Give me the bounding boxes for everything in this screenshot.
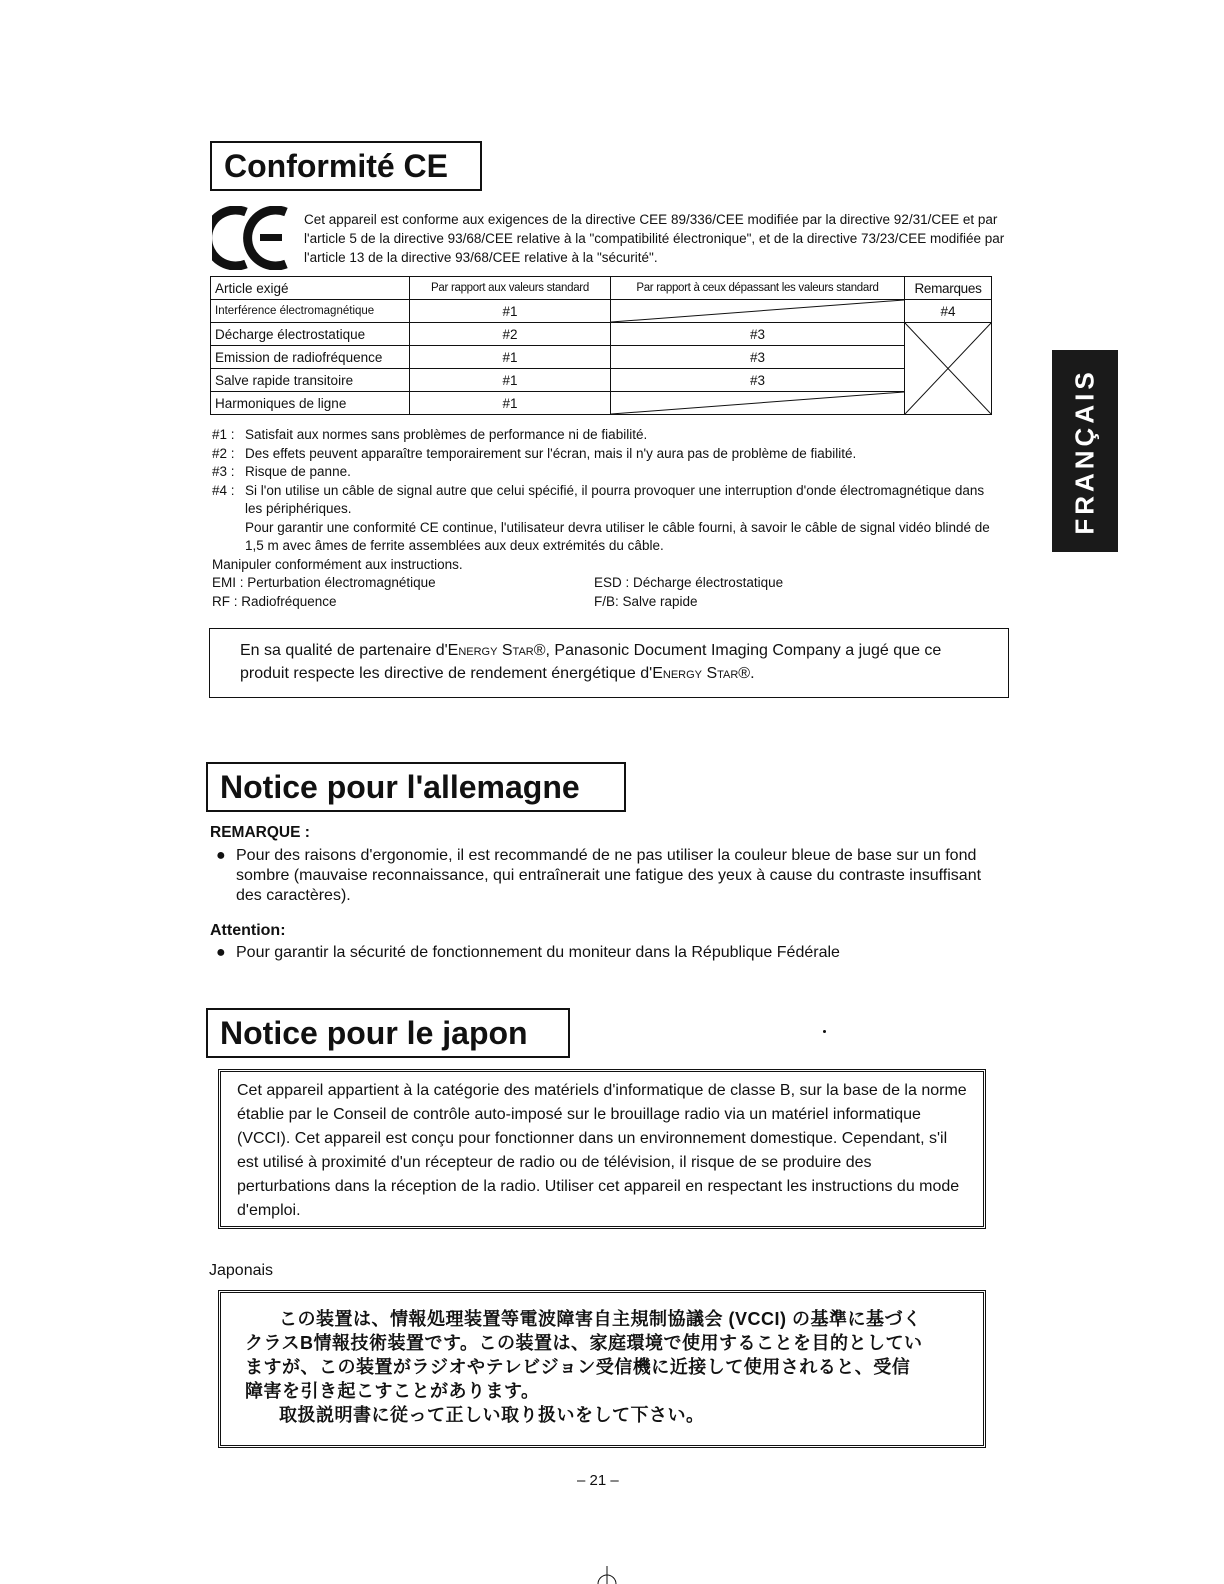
table-cell: #1 xyxy=(410,300,611,323)
vcci-japanese-box xyxy=(218,1290,986,1448)
table-cell-empty xyxy=(611,392,905,415)
table-cell: #3 xyxy=(611,369,905,392)
energy-star-brand: Energy Star xyxy=(652,665,739,682)
note-item xyxy=(212,482,1002,519)
table-header-row xyxy=(211,277,992,300)
note-item xyxy=(212,426,1002,445)
remark-text: Pour des raisons d'ergonomie, il est recommandé de ne pas utiliser la couleur bleue de base sur un fond sombre (mauvaise reconnaissance, qui entraînerait une fatigue des yeux à cause du contraste insuffisant des caractères). xyxy=(236,847,982,904)
ce-notes xyxy=(212,426,1002,611)
note-key: #3 : xyxy=(212,464,235,479)
note-text: Satisfait aux normes sans problèmes de performance ni de fiabilité. xyxy=(245,427,648,442)
registration-mark-icon xyxy=(596,1566,618,1584)
section-title-japon: Notice pour le japon xyxy=(206,1008,570,1058)
vcci-japanese-line: 障害を引き起こすことがあります。 xyxy=(245,1381,540,1401)
abbr-row xyxy=(212,574,1002,593)
vcci-japanese-line: ますが、この装置がラジオやテレビジョン受信機に近接して使用されると、受信 xyxy=(245,1357,911,1377)
note-key: #2 : xyxy=(212,445,235,461)
table-cell: Décharge électrostatique xyxy=(211,323,410,346)
table-cell: #1 xyxy=(410,346,611,369)
manipulate-text: Manipuler conformément aux instructions. xyxy=(212,556,463,572)
table-cell: #3 xyxy=(611,346,905,369)
remark-bullet xyxy=(216,846,1006,906)
abbr-emi: EMI : Perturbation électromagnétique xyxy=(212,575,436,590)
table-header: Article exigé xyxy=(211,277,410,300)
stray-dot xyxy=(823,1030,826,1033)
bullet-icon: ● xyxy=(216,944,226,961)
table-cell: Emission de radiofréquence xyxy=(211,346,410,369)
ce-intro-text: Cet appareil est conforme aux exigences de la directive CEE 89/336/CEE modifiée par la directive 92/31/CEE et par l'article 5 de la directive 93/68/CEE relative à la "compatibilité électronique", et de la directive 73/23/CEE modifiée par l'article 13 de la directive 93/68/CEE relative à la "sécurité". xyxy=(304,212,1005,265)
note-item xyxy=(212,445,1002,464)
attention-bullet xyxy=(216,943,1006,963)
energy-star-box xyxy=(209,628,1009,698)
table-cell: #2 xyxy=(410,323,611,346)
attention-text: Pour garantir la sécurité de fonctionnement du moniteur dans la République Fédérale xyxy=(236,944,840,961)
section-title-allemagne: Notice pour l'allemagne xyxy=(206,762,626,812)
energy-text: ®. xyxy=(738,665,755,682)
japonais-label: Japonais xyxy=(209,1262,274,1279)
table-cell: #1 xyxy=(410,392,611,415)
vcci-japanese-line: 取扱説明書に従って正しい取り扱いをして下さい。 xyxy=(279,1405,705,1425)
ce-mark-logo xyxy=(212,206,292,270)
language-side-tab xyxy=(1052,350,1118,552)
table-header: Par rapport aux valeurs standard xyxy=(410,277,611,300)
table-cell: Interférence électromagnétique xyxy=(211,300,410,323)
abbr-fb: F/B: Salve rapide xyxy=(594,593,698,609)
table-cell: #4 xyxy=(905,300,992,323)
energy-text: En sa qualité de partenaire d' xyxy=(240,642,448,659)
table-cell-empty xyxy=(611,300,905,323)
bullet-icon: ● xyxy=(216,847,226,864)
page-number: – 21 – xyxy=(577,1472,619,1489)
note-item xyxy=(212,463,1002,482)
table-header: Par rapport à ceux dépassant les valeurs standard xyxy=(611,277,905,300)
ce-compliance-table xyxy=(210,276,992,415)
section-title-ce: Conformité CE xyxy=(210,141,482,191)
vcci-french-text: Cet appareil appartient à la catégorie des matériels d'informatique de classe B, sur la base de la norme établie par le Conseil de contrôle auto-imposé sur le brouillage radio via un matériel informatique (VCCI). Cet appareil est conçu pour fonctionner dans un environnement domestique. Cependant, s'il est utilisé à proximité d'un récepteur de radio ou de télévision, il risque de se produire des perturbations dans la réception de la radio. Utiliser cet appareil en respectant les instructions du mode d'emploi. xyxy=(237,1082,967,1219)
table-row xyxy=(211,300,992,323)
remark-label: REMARQUE : xyxy=(210,824,310,841)
note-key: #1 : xyxy=(212,427,235,442)
table-cell: Salve rapide transitoire xyxy=(211,369,410,392)
abbr-row xyxy=(212,593,1002,612)
energy-text: ®, Panasonic Document Imaging Company a jugé que ce produit respecte les directive de rendement énergétique d' xyxy=(240,642,942,682)
table-row xyxy=(211,392,992,415)
vcci-japanese-line: クラスB情報技術装置です。この装置は、家庭環境で使用することを目的としてい xyxy=(245,1333,923,1353)
abbr-rf: RF : Radiofréquence xyxy=(212,593,337,609)
table-cell: #1 xyxy=(410,369,611,392)
table-header: Remarques xyxy=(905,277,992,300)
note-key: #4 : xyxy=(212,482,235,498)
table-cell-crossed-out xyxy=(905,323,992,415)
energy-star-brand: Energy Star xyxy=(447,642,534,659)
abbr-esd: ESD : Décharge électrostatique xyxy=(594,575,784,590)
table-cell: #3 xyxy=(611,323,905,346)
vcci-french-box xyxy=(218,1069,986,1229)
note-text: Si l'on utilise un câble de signal autre que celui spécifié, il pourra provoquer une interruption d'onde électromagnétique dans les périphériques. xyxy=(245,482,985,516)
note-text: Des effets peuvent apparaître temporairement sur l'écran, mais il n'y aura pas de problème de fiabilité. xyxy=(245,445,857,461)
table-cell: Harmoniques de ligne xyxy=(211,392,410,415)
table-row xyxy=(211,346,992,369)
attention-label: Attention: xyxy=(210,922,286,939)
note-text: Risque de panne. xyxy=(245,464,351,479)
vcci-japanese-line: この装置は、情報処理装置等電波障害自主規制協議会 (VCCI) の基準に基づく xyxy=(279,1309,922,1329)
note4-extra: Pour garantir une conformité CE continue, l'utilisateur devra utiliser le câble fourni, à savoir le câble de signal vidéo blindé de 1,5 m avec âmes de ferrite assemblées aux deux extrémités du câble. xyxy=(245,519,990,553)
table-row xyxy=(211,323,992,346)
side-tab-label: FRANÇAIS xyxy=(1069,367,1100,535)
table-row xyxy=(211,369,992,392)
